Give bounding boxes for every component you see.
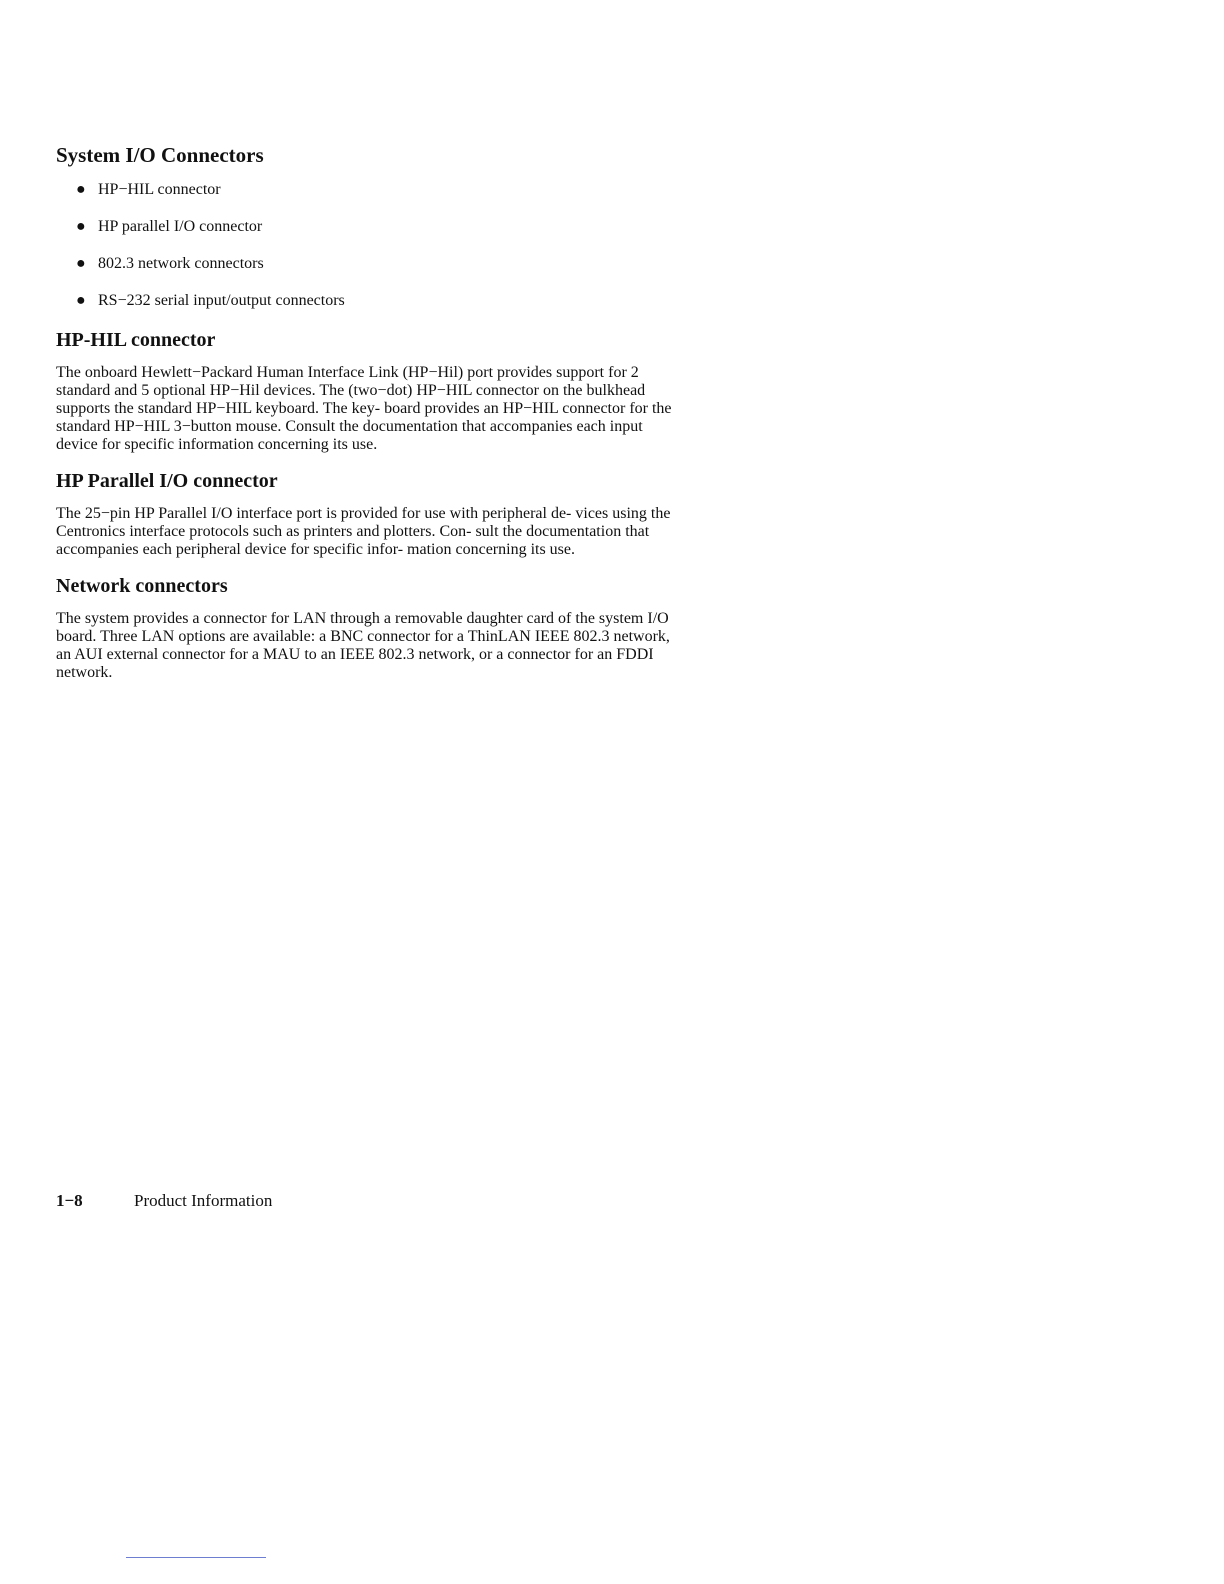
- parallel-io-heading: HP Parallel I/O connector: [56, 470, 278, 492]
- hp-hil-paragraph: The onboard Hewlett−Packard Human Interface Link (HP−Hil) port provides support for 2 standard and 5 optional HP−Hil devices. The (two−dot) HP−HIL connector on the bulkhead supports the standard HP−HIL keyboard. The key- board provides an HP−HIL connector for the standard HP−HIL 3−button mouse. Consult the documentation that accompanies each input device for specific information concerning its use.: [56, 364, 672, 453]
- hp-hil-heading: HP-HIL connector: [56, 329, 216, 351]
- page-footer: [56, 1190, 272, 1212]
- parallel-io-paragraph: The 25−pin HP Parallel I/O interface port is provided for use with peripheral de- vices using the Centronics interface protocols such as printers and plotters. Con- sult the documentation that accompanies each peripheral device for specific infor- mation concerning its use.: [56, 505, 671, 558]
- section-title: System I/O Connectors: [56, 143, 264, 167]
- network-paragraph: The system provides a connector for LAN through a removable daughter card of the system I/O board. Three LAN options are available: a BNC connector for a ThinLAN IEEE 802.3 network, an AUI external connector for a MAU to an IEEE 802.3 network, or a connector for an FDDI network.: [56, 610, 670, 681]
- network-heading: Network connectors: [56, 575, 228, 597]
- bottom-rule: [126, 1557, 266, 1558]
- chapter-title: Product Information: [134, 1191, 273, 1210]
- list-item-text: HP−HIL connector: [98, 181, 221, 198]
- bullet-icon: ●: [76, 292, 86, 309]
- bullet-icon: ●: [76, 255, 86, 272]
- list-item: [56, 254, 672, 274]
- page-number: 1−8: [56, 1191, 83, 1210]
- list-item: [56, 217, 672, 237]
- list-item-text: HP parallel I/O connector: [98, 218, 263, 235]
- list-item: [56, 180, 672, 200]
- list-item-text: RS−232 serial input/output connectors: [98, 292, 345, 309]
- bullet-icon: ●: [76, 218, 86, 235]
- list-item-text: 802.3 network connectors: [98, 255, 264, 272]
- connector-list: [56, 180, 672, 311]
- list-item: [56, 291, 672, 311]
- bullet-icon: ●: [76, 181, 86, 198]
- page-content: [56, 142, 672, 697]
